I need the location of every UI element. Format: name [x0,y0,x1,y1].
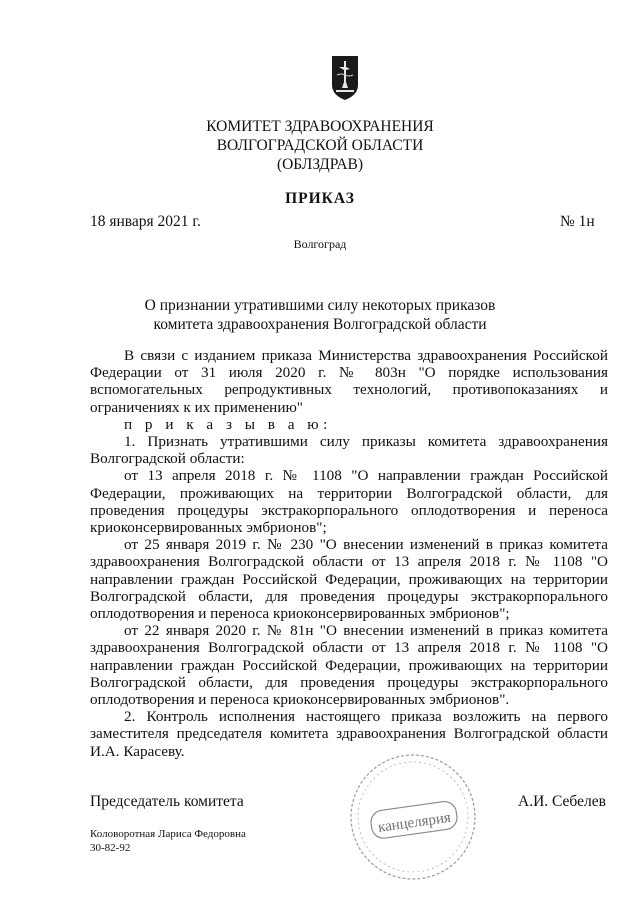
order-word: п р и к а з ы в а ю: [124,415,332,433]
document-city: Волгоград [293,237,347,251]
chancellery-stamp [343,752,483,882]
preamble-paragraph: В связи с изданием приказа Министерства здравоохранения Российской Федерации от 31 июля 2020 г. № 803н "О порядке использования вспомогательных репродуктивных технологий, противопоказаниях и ограничениях к их применению" [90,347,608,416]
org-name-line2: ВОЛГОГРАДСКОЙ ОБЛАСТИ [216,137,424,154]
document-body [90,347,608,760]
stamp-text: канцелярия [377,809,452,836]
executor-phone: 30-82-92 [90,842,131,854]
org-name-line1: КОМИТЕТ ЗДРАВООХРАНЕНИЯ [206,118,434,135]
item-1-paragraph: 1. Признать утратившими силу приказы комитета здравоохранения Волгоградской области: [90,433,608,468]
signatory-name: А.И. Себелев [518,793,606,810]
executor-block [90,827,246,855]
signatory-role: Председатель комитета [90,793,244,810]
document-number: № 1н [560,213,595,230]
subject-line2: комитета здравоохранения Волгоградской области [153,316,487,333]
revoked-order-2: от 25 января 2019 г. № 230 "О внесении изменений в приказ комитета здравоохранения Волгоградской области от 13 апреля 2018 г. № 1108 "О направлении граждан Российской Федерации, проживающих на территории Волгоградской области, для проведения процедуры экстракорпорального оплодотворения и переноса криоконсервированных эмбрионов"; [90,536,608,623]
org-abbreviation: (ОБЛЗДРАВ) [276,156,364,173]
executor-name: Коловоротная Лариса Федоровна [90,828,246,840]
subject-line1: О признании утратившими силу некоторых приказов [144,297,496,314]
item-2-paragraph: 2. Контроль исполнения настоящего приказа возложить на первого заместителя председателя комитета здравоохранения Волгоградской области И.А. Карасеву. [90,708,608,760]
document-type-title: ПРИКАЗ [285,190,355,207]
revoked-order-3: от 22 января 2020 г. № 81н "О внесении изменений в приказ комитета здравоохранения Волгоградской области от 13 апреля 2018 г. № 1108 "О направлении граждан Российской Федерации, проживающих на территории Волгоградской области, для проведения процедуры экстракорпорального оплодотворения и переноса криоконсервированных эмбрионов". [90,622,608,709]
document-date: 18 января 2021 г. [90,213,201,230]
revoked-order-1: от 13 апреля 2018 г. № 1108 "О направлении граждан Российской Федерации, проживающих на территории Волгоградской области, для проведения процедуры экстракорпорального оплодотворения и переноса криоконсервированных эмбрионов"; [90,467,608,537]
volgograd-coat-of-arms-icon [331,55,359,101]
